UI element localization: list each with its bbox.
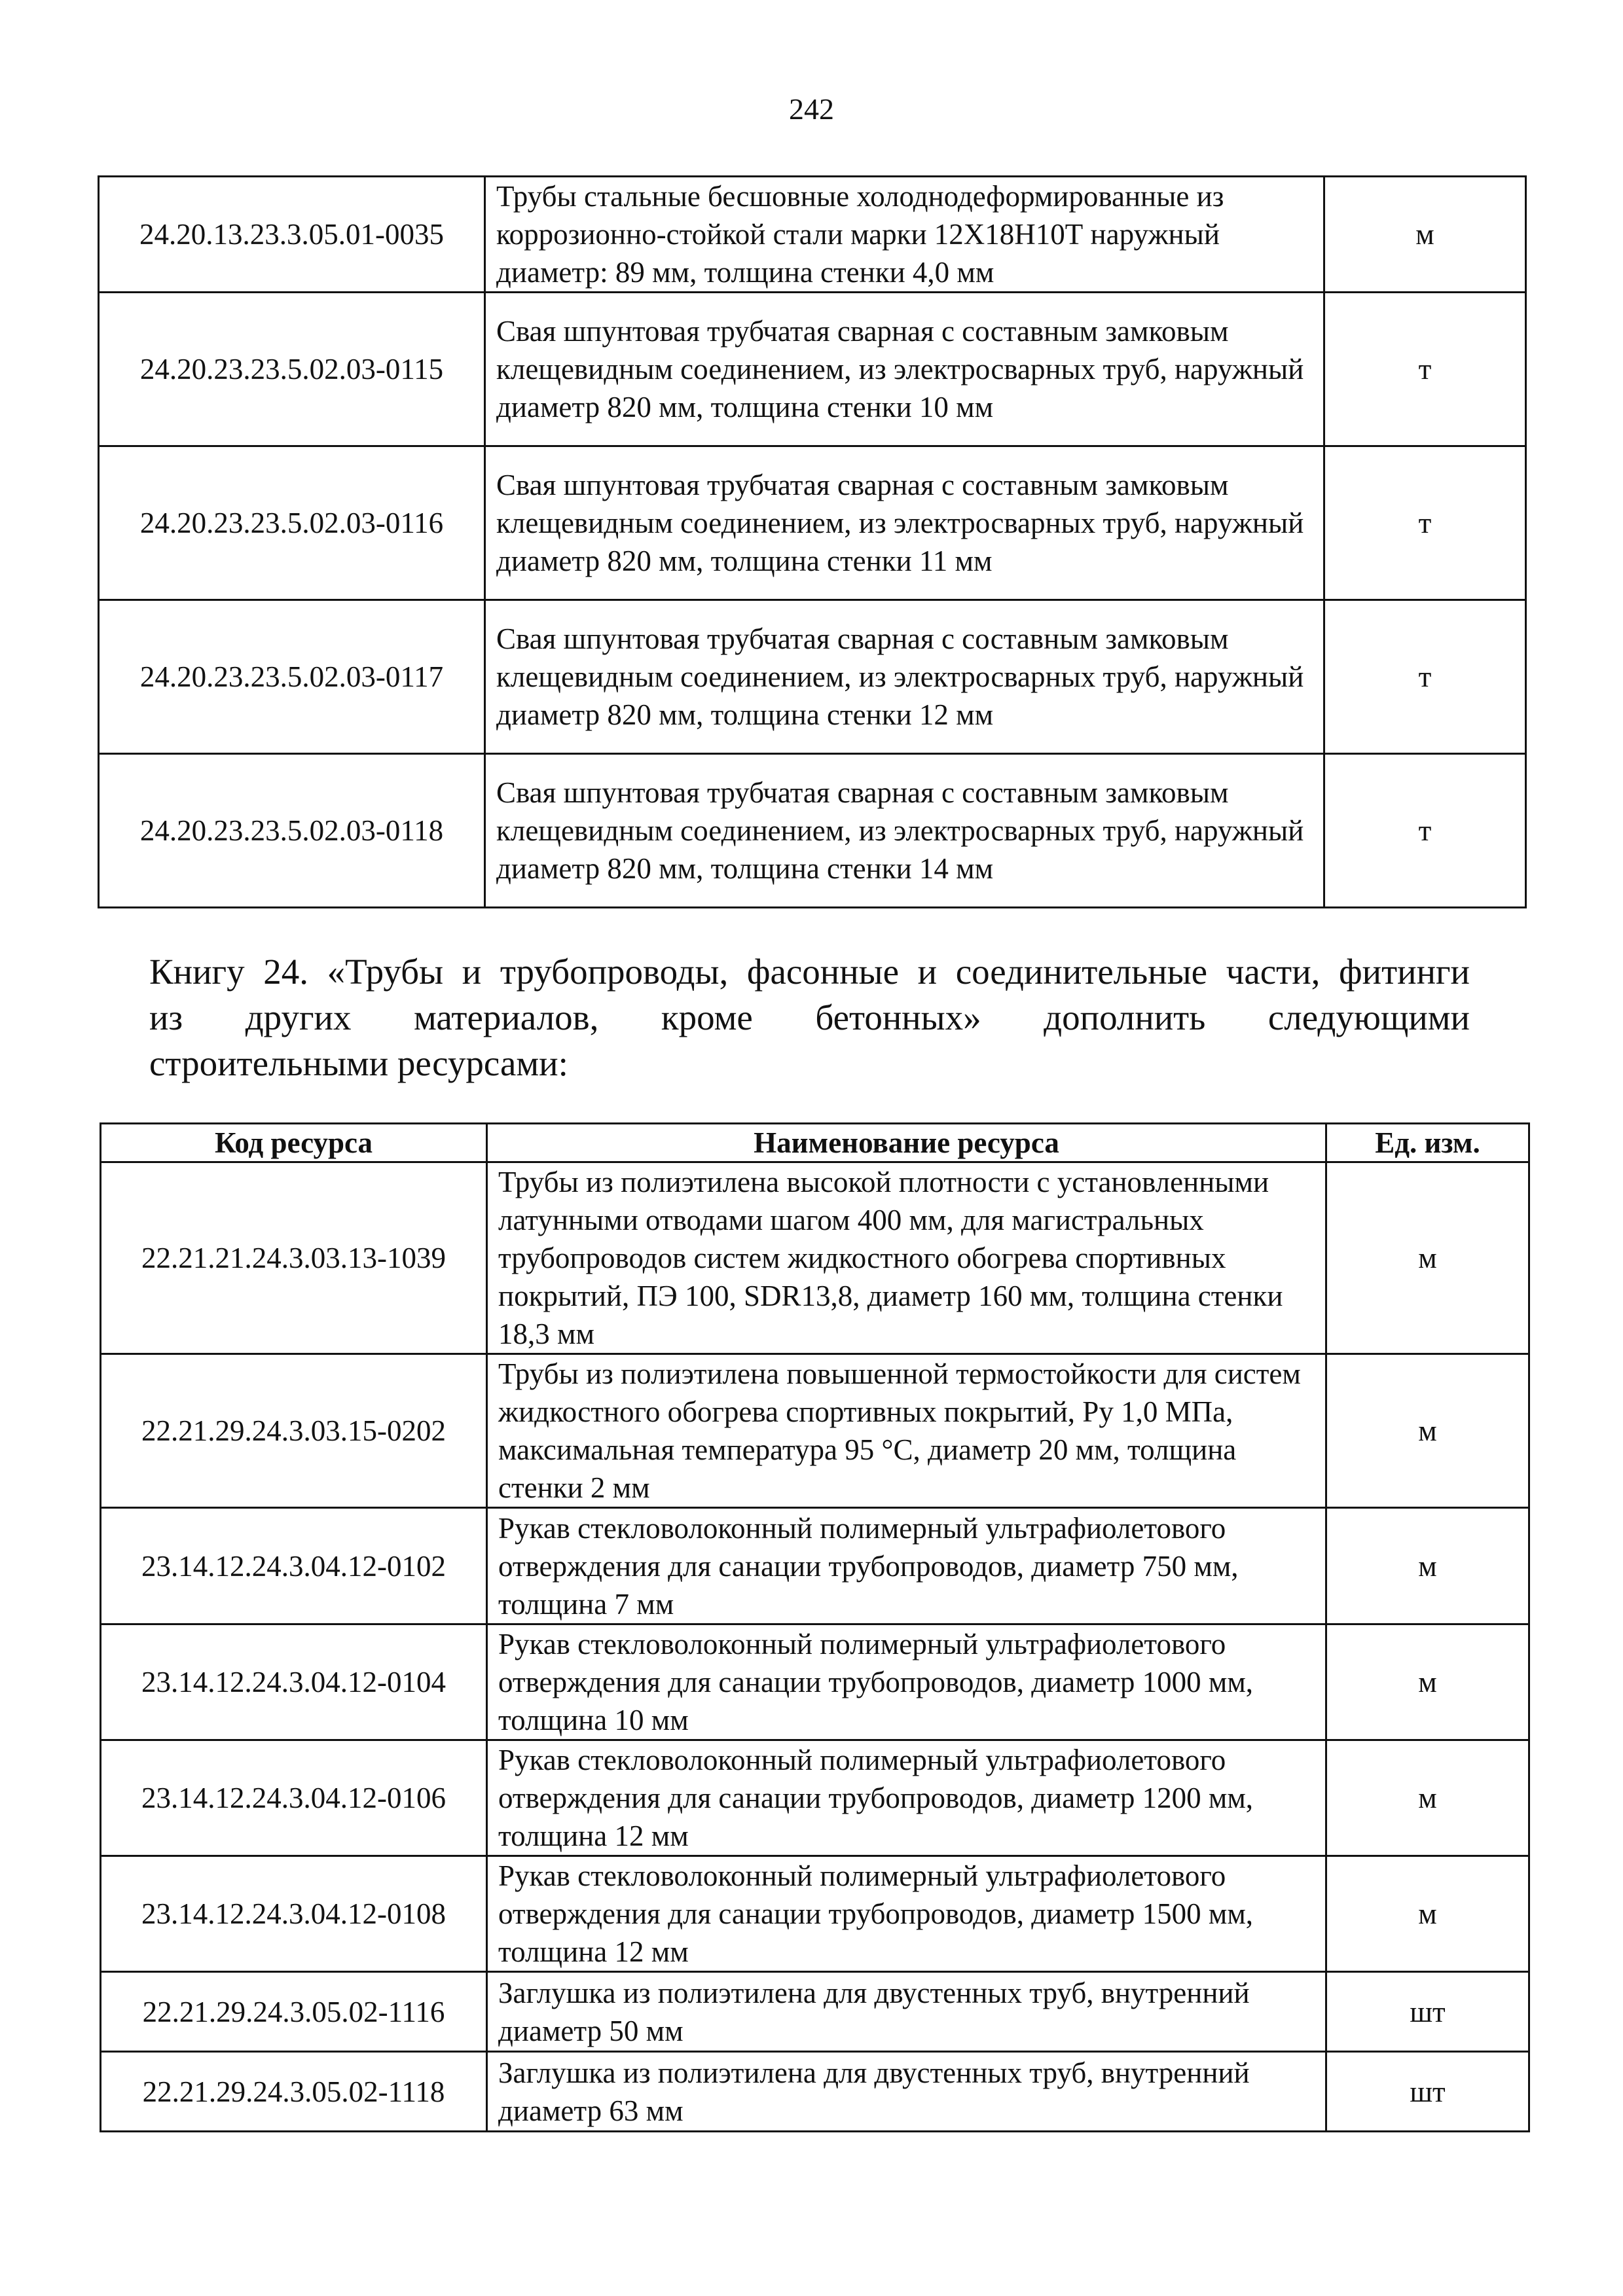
resource-unit: м: [1326, 1624, 1529, 1740]
table-row: [101, 1162, 1529, 1354]
resource-unit: м: [1326, 1740, 1529, 1856]
resource-table: [100, 1122, 1530, 2132]
table-row: [99, 446, 1526, 600]
resource-code: 24.20.23.23.5.02.03-0116: [99, 446, 485, 600]
resource-unit: т: [1324, 754, 1526, 908]
resource-unit: т: [1324, 446, 1526, 600]
book-24-paragraph: [149, 949, 1470, 1086]
resource-name: Рукав стекловолоконный полимерный ультрафиолетового отверждения для санации трубопроводов, диаметр 750 мм, толщина 7 мм: [487, 1508, 1326, 1624]
page-number: 242: [789, 92, 834, 126]
resource-name: Свая шпунтовая трубчатая сварная с составным замковым клещевидным соединением, из электросварных труб, наружный диаметр 820 мм, толщина стенки 14 мм: [485, 754, 1324, 908]
paragraph-line: строительными ресурсами:: [149, 1043, 568, 1083]
resource-code: 23.14.12.24.3.04.12-0102: [101, 1508, 487, 1624]
resource-code: 24.20.13.23.3.05.01-0035: [99, 177, 485, 293]
resource-unit: м: [1324, 177, 1526, 293]
table-row: [99, 293, 1526, 446]
resource-unit: т: [1324, 293, 1526, 446]
table-row: [101, 1972, 1529, 2052]
resource-name: Рукав стекловолоконный полимерный ультрафиолетового отверждения для санации трубопроводов, диаметр 1000 мм, толщина 10 мм: [487, 1624, 1326, 1740]
resource-name: Трубы из полиэтилена повышенной термостойкости для систем жидкостного обогрева спортивных покрытий, Ру 1,0 МПа, максимальная температура 95 °С, диаметр 20 мм, толщина стенки 2 мм: [487, 1354, 1326, 1508]
paragraph-line: Книгу 24. «Трубы и трубопроводы, фасонные и соединительные части, фитинги: [149, 952, 1470, 992]
table-row: [101, 1856, 1529, 1972]
resource-name: Свая шпунтовая трубчатая сварная с составным замковым клещевидным соединением, из электросварных труб, наружный диаметр 820 мм, толщина стенки 12 мм: [485, 600, 1324, 754]
resource-code: 24.20.23.23.5.02.03-0117: [99, 600, 485, 754]
table-row: [101, 1624, 1529, 1740]
resource-unit: т: [1324, 600, 1526, 754]
resource-code: 22.21.21.24.3.03.13-1039: [101, 1162, 487, 1354]
resource-code: 23.14.12.24.3.04.12-0104: [101, 1624, 487, 1740]
resource-unit: м: [1326, 1508, 1529, 1624]
resource-name: Заглушка из полиэтилена для двустенных труб, внутренний диаметр 50 мм: [487, 1972, 1326, 2052]
resource-unit: м: [1326, 1354, 1529, 1508]
table-row: [101, 1508, 1529, 1624]
resource-code: 22.21.29.24.3.05.02-1116: [101, 1972, 487, 2052]
resource-code: 24.20.23.23.5.02.03-0118: [99, 754, 485, 908]
resource-name: Заглушка из полиэтилена для двустенных труб, внутренний диаметр 63 мм: [487, 2052, 1326, 2132]
resource-unit: м: [1326, 1856, 1529, 1972]
resource-code: 23.14.12.24.3.04.12-0106: [101, 1740, 487, 1856]
resource-name: Рукав стекловолоконный полимерный ультрафиолетового отверждения для санации трубопроводов, диаметр 1200 мм, толщина 12 мм: [487, 1740, 1326, 1856]
table-header-row: [101, 1124, 1529, 1162]
table-row: [101, 1740, 1529, 1856]
resource-name: Рукав стекловолоконный полимерный ультрафиолетового отверждения для санации трубопроводов, диаметр 1500 мм, толщина 12 мм: [487, 1856, 1326, 1972]
resource-unit: шт: [1326, 2052, 1529, 2132]
resource-unit: м: [1326, 1162, 1529, 1354]
table-row: [99, 754, 1526, 908]
header-code: Код ресурса: [101, 1124, 487, 1162]
resource-unit: шт: [1326, 1972, 1529, 2052]
resource-name: Свая шпунтовая трубчатая сварная с составным замковым клещевидным соединением, из электросварных труб, наружный диаметр 820 мм, толщина стенки 11 мм: [485, 446, 1324, 600]
resource-name: Свая шпунтовая трубчатая сварная с составным замковым клещевидным соединением, из электросварных труб, наружный диаметр 820 мм, толщина стенки 10 мм: [485, 293, 1324, 446]
header-name: Наименование ресурса: [487, 1124, 1326, 1162]
table-row: [101, 2052, 1529, 2132]
resource-code: 24.20.23.23.5.02.03-0115: [99, 293, 485, 446]
table-row: [99, 600, 1526, 754]
resource-name: Трубы стальные бесшовные холоднодеформированные из коррозионно-стойкой стали марки 12Х18Н10Т наружный диаметр: 89 мм, толщина стенки 4,0 мм: [485, 177, 1324, 293]
resource-code: 23.14.12.24.3.04.12-0108: [101, 1856, 487, 1972]
resource-name: Трубы из полиэтилена высокой плотности с установленными латунными отводами шагом 400 мм, для магистральных трубопроводов систем жидкостного обогрева спортивных покрытий, ПЭ 100, SDR13,8, диаметр 160 мм, толщина стенки 18,3 мм: [487, 1162, 1326, 1354]
paragraph-line: из других материалов, кроме бетонных» дополнить следующими: [149, 997, 1470, 1037]
header-unit: Ед. изм.: [1326, 1124, 1529, 1162]
resource-code: 22.21.29.24.3.05.02-1118: [101, 2052, 487, 2132]
resource-code: 22.21.29.24.3.03.15-0202: [101, 1354, 487, 1508]
table-row: [99, 177, 1526, 293]
table-row: [101, 1354, 1529, 1508]
resource-table-continued: [98, 175, 1527, 908]
